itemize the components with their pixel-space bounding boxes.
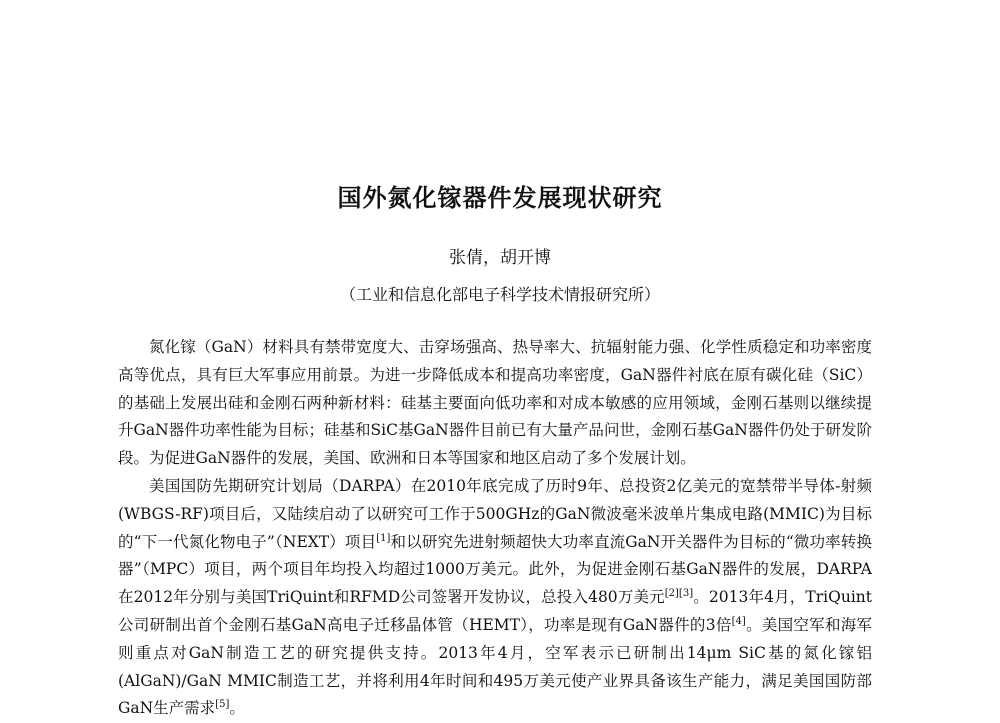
citation-5: [5]	[215, 699, 230, 711]
paragraph-2-text-1: 美国国防先期研究计划局（DARPA）在2010年底完成了历时9年、总投资2亿美元的宽禁带半导体-射频(WBGS-RF)项目后，又陆续启动了以研究可工作于500GHz的GaN微波毫米波单片集成电路(MMIC)为目标的“下一代氮化物电子”（NEXT）项目	[118, 476, 872, 551]
paper-affiliation: （工业和信息化部电子科学技术情报研究所）	[339, 285, 660, 304]
paper-title: 国外氮化镓器件发展现状研究	[337, 184, 663, 212]
paragraph-2-text-4: 。美国空军和海军则重点对GaN制造工艺的研究提供支持。2013年4月，空军表示已研制出14μm SiC基的氮化镓铝(AlGaN)/GaN MMIC制造工艺，并将利用4年时间和495万美元使产业界具备该生产能力，满足美国国防部GaN生产需求	[118, 615, 872, 718]
paper-authors: 张倩，胡开博	[449, 248, 551, 268]
paragraph-2-text-5: 。	[229, 699, 245, 718]
paragraph-2-text-2: 和以研究先进射频超快大功率直流GaN开关器件为目标的“微功率转换器”（MPC）项目，两个项目年均投入均超过1000万美元。此外，为促进金刚石基GaN器件的发展，DARPA在2012年分别与美国TriQuint和RFMD公司签署开发协议，总投入480万美元	[118, 532, 872, 607]
paragraph-1: 氮化镓（GaN）材料具有禁带宽度大、击穿场强高、热导率大、抗辐射能力强、化学性质稳定和功率密度高等优点，具有巨大军事应用前景。为进一步降低成本和提高功率密度，GaN器件衬底在原有碳化硅（SiC）的基础上发展出硅和金刚石两种新材料：硅基主要面向低功率和对成本敏感的应用领域，金刚石基则以继续提升GaN器件功率性能为目标；硅基和SiC基GaN器件目前已有大量产品问世，金刚石基GaN器件仍处于研发阶段。为促进GaN器件的发展，美国、欧洲和日本等国家和地区启动了多个发展计划。	[118, 338, 872, 468]
paragraph-2	[118, 473, 872, 723]
paragraph-2-text-3: 。2013年4月，TriQuint公司研制出首个金刚石基GaN高电子迁移晶体管（HEMT），功率是现有GaN器件的3倍	[118, 588, 873, 634]
paper-body	[118, 334, 872, 723]
citation-2-3: [2][3]	[664, 588, 694, 600]
citation-4: [4]	[731, 615, 746, 627]
citation-1: [1]	[376, 532, 391, 544]
